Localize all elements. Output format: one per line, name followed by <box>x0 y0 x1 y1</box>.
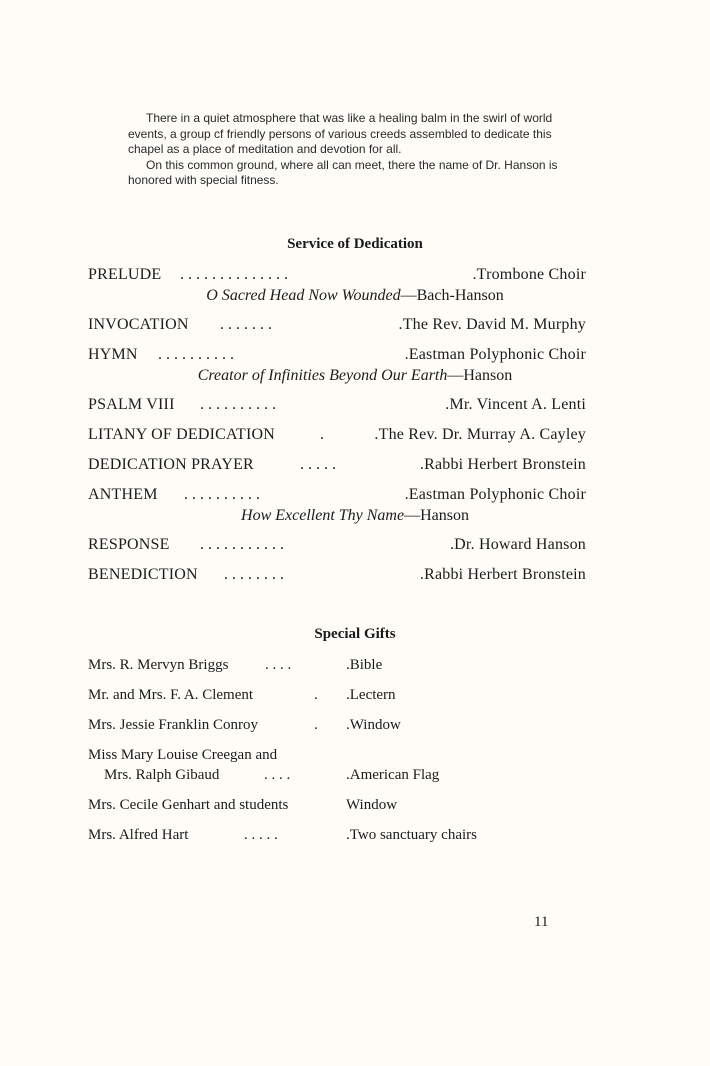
intro-text <box>128 111 588 189</box>
gift-item <box>88 685 518 705</box>
service-item-benediction <box>88 565 586 585</box>
gift-item <box>88 765 518 785</box>
leader-dots: . <box>314 687 318 703</box>
gift-description: .Window <box>346 717 401 733</box>
gift-item <box>88 795 518 815</box>
gift-item <box>88 655 518 675</box>
gift-description: .Two sanctuary chairs <box>346 827 477 843</box>
gift-donor: Mrs. Alfred Hart <box>88 827 189 843</box>
leader-dots: . . . . . <box>300 456 336 473</box>
service-item-label: BENEDICTION <box>88 566 198 583</box>
service-item-performer: .The Rev. David M. Murphy <box>398 316 586 333</box>
gift-donor: Mrs. Jessie Franklin Conroy <box>88 717 258 733</box>
gift-donor: Mrs. R. Mervyn Briggs <box>88 657 229 673</box>
leader-dots: . . . . . . . . . . <box>200 396 276 413</box>
service-item-psalm <box>88 395 586 415</box>
leader-dots: . . . . . . . <box>220 316 272 333</box>
intro-paragraph-1: There in a quiet atmosphere that was like a healing balm in the swirl of world events, a group cf friendly persons of various creeds assembled to dedicate this chapel as a place of meditation and devotion for all. <box>128 111 553 156</box>
gift-description: .Lectern <box>346 687 396 703</box>
leader-dots: . . . . . <box>244 827 278 843</box>
gift-donor: Mrs. Ralph Gibaud <box>104 767 220 783</box>
leader-dots: . . . . . . . . . . <box>158 346 234 363</box>
work-credit: —Hanson <box>447 367 513 384</box>
leader-dots: . . . . <box>265 657 292 673</box>
service-item-performer: .Rabbi Herbert Bronstein <box>419 566 586 583</box>
work-credit: —Hanson <box>404 507 469 524</box>
gift-item <box>88 715 518 735</box>
service-item-label: RESPONSE <box>88 536 170 553</box>
service-item-litany <box>88 425 586 445</box>
service-item-hymn <box>88 345 586 365</box>
leader-dots: . <box>320 426 324 443</box>
work-title: Creator of Infinities Beyond Our Earth <box>197 367 448 384</box>
service-heading: Service of Dedication <box>287 236 423 252</box>
gift-description: .American Flag <box>346 767 440 783</box>
service-item-performer: .Dr. Howard Hanson <box>449 536 586 553</box>
service-item-subtitle <box>0 286 710 306</box>
work-title: O Sacred Head Now Wounded <box>206 287 401 304</box>
service-item-label: PRELUDE <box>88 266 162 283</box>
service-item-performer: .The Rev. Dr. Murray A. Cayley <box>374 426 586 443</box>
leader-dots: . . . . . . . . . . . . . . <box>180 266 288 283</box>
service-item-performer: .Rabbi Herbert Bronstein <box>419 456 586 473</box>
leader-dots: . <box>314 717 318 733</box>
service-item-prelude <box>88 265 586 285</box>
service-item-label: INVOCATION <box>88 316 189 333</box>
gift-item <box>88 825 518 845</box>
service-item-anthem <box>88 485 586 505</box>
service-item-subtitle <box>0 506 710 526</box>
gift-item-donor-line1 <box>88 745 518 765</box>
service-item-label: ANTHEM <box>88 486 158 503</box>
service-item-dedication-prayer <box>88 455 586 475</box>
service-item-label: LITANY OF DEDICATION <box>88 426 275 443</box>
service-item-performer: .Eastman Polyphonic Choir <box>404 346 586 363</box>
service-item-label: PSALM VIII <box>88 396 175 413</box>
service-item-label: DEDICATION PRAYER <box>88 456 254 473</box>
gift-donor: Miss Mary Louise Creegan and <box>88 747 278 763</box>
gift-donor: Mrs. Cecile Genhart and students <box>88 797 289 813</box>
work-credit: —Bach-Hanson <box>400 287 504 304</box>
gifts-heading: Special Gifts <box>314 626 396 642</box>
gift-description: .Bible <box>346 657 383 673</box>
service-item-response <box>88 535 586 555</box>
gift-description: Window <box>346 797 398 813</box>
leader-dots: . . . . <box>264 767 291 783</box>
service-item-subtitle <box>0 366 710 386</box>
service-item-performer: .Trombone Choir <box>472 266 586 283</box>
service-item-performer: .Mr. Vincent A. Lenti <box>445 396 586 413</box>
leader-dots: . . . . . . . . . . . <box>200 536 284 553</box>
intro-paragraph-2: On this common ground, where all can meet, there the name of Dr. Hanson is honored with special fitness. <box>128 157 558 187</box>
leader-dots: . . . . . . . . . . <box>184 486 260 503</box>
gift-donor: Mr. and Mrs. F. A. Clement <box>88 687 254 703</box>
service-item-performer: .Eastman Polyphonic Choir <box>404 486 586 503</box>
leader-dots: . . . . . . . . <box>224 566 284 583</box>
page-number: 11 <box>534 914 549 930</box>
service-item-label: HYMN <box>88 346 138 363</box>
work-title: How Excellent Thy Name <box>241 507 405 524</box>
service-item-invocation <box>88 315 586 335</box>
